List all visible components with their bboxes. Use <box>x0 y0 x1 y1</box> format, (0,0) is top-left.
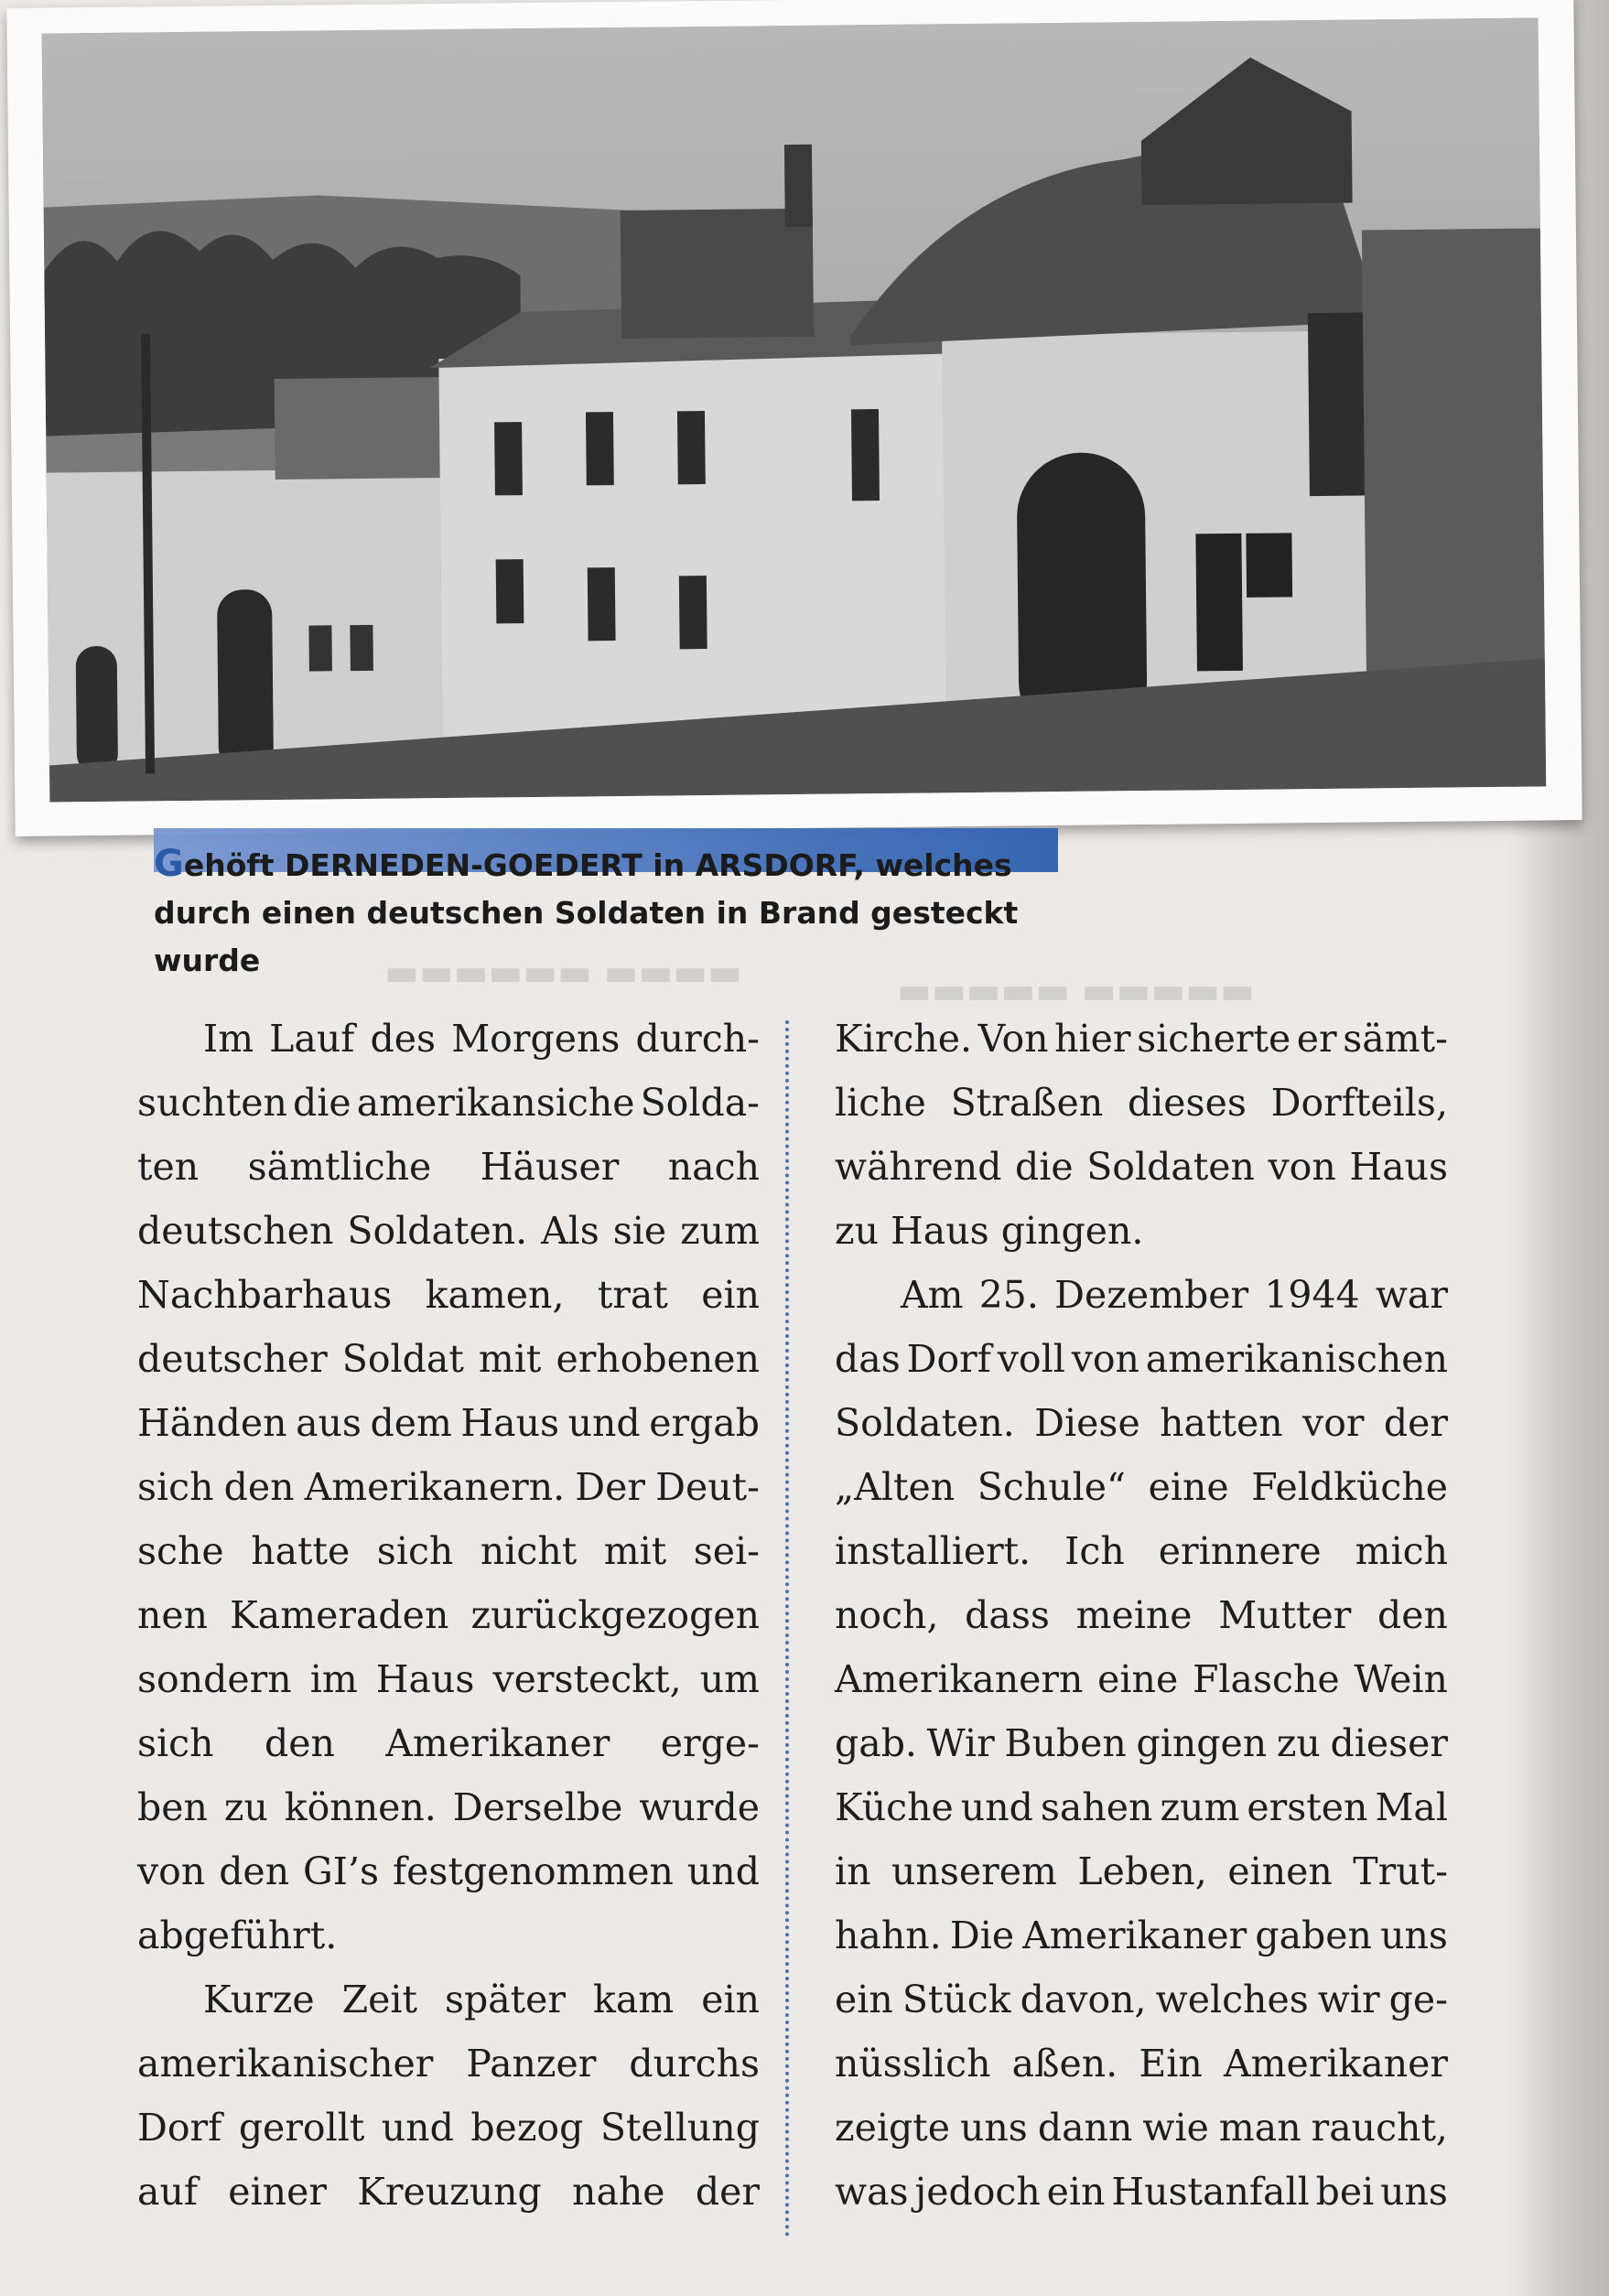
word: das <box>835 1337 901 1381</box>
word: zum <box>1160 1785 1240 1829</box>
word: Lauf <box>269 1017 355 1061</box>
word: nicht <box>480 1529 578 1573</box>
word: durch- <box>635 1017 760 1061</box>
text-line <box>137 1583 760 1647</box>
word: hier <box>1054 1017 1131 1061</box>
word: erinnere <box>1158 1529 1322 1573</box>
word: uns <box>1380 2170 1448 2214</box>
word: sahen <box>1040 1785 1153 1829</box>
word: und <box>381 2106 454 2150</box>
text-line <box>835 1071 1448 1135</box>
word: Küche <box>835 1785 954 1829</box>
word: der <box>695 2170 760 2214</box>
word: festgenommen <box>392 1849 674 1893</box>
word: erge- <box>660 1721 760 1765</box>
word: Kurze <box>203 1978 315 2021</box>
word: bezog <box>470 2106 584 2150</box>
word: und <box>686 1849 760 1893</box>
word: zu <box>223 1785 268 1829</box>
text-line <box>137 1199 760 1263</box>
text-line <box>137 1647 760 1711</box>
text-line <box>137 1135 760 1199</box>
word: Dorfteils, <box>1270 1081 1448 1125</box>
word: amerikanischen <box>1145 1337 1448 1381</box>
word: kamen, <box>425 1273 565 1317</box>
word: von <box>137 1849 206 1893</box>
word: Derselbe <box>452 1785 623 1829</box>
text-line <box>835 1711 1448 1775</box>
word: Häuser <box>480 1145 620 1189</box>
word: Feldküche <box>1251 1465 1448 1509</box>
text-line <box>835 1647 1448 1711</box>
text-line <box>835 1967 1448 2032</box>
word: ergab <box>649 1401 760 1445</box>
word: sämt- <box>1343 1017 1448 1061</box>
text-line <box>137 1967 760 2032</box>
word: nahe <box>572 2170 665 2214</box>
word: während <box>835 1145 1002 1189</box>
word: aßen. <box>1011 2042 1118 2086</box>
word: ersten <box>1247 1785 1368 1829</box>
word: Panzer <box>466 2042 597 2086</box>
word: Am <box>901 1273 964 1317</box>
word: ge- <box>1388 1978 1448 2021</box>
word: gaben <box>1255 1913 1372 1957</box>
word: Amerikanern. <box>304 1465 566 1509</box>
word: durchs <box>629 2042 760 2086</box>
word: zeigte <box>835 2106 950 2150</box>
word: dieser <box>1330 1721 1448 1765</box>
text-line <box>137 2160 760 2224</box>
word: Als <box>541 1209 599 1253</box>
word: erhobenen <box>556 1337 760 1381</box>
text-line <box>835 1455 1448 1519</box>
word: dieses <box>1127 1081 1247 1125</box>
word: Deut- <box>655 1465 760 1509</box>
text-line <box>137 1775 760 1839</box>
word: Trut- <box>1353 1849 1448 1893</box>
text-line <box>835 1839 1448 1903</box>
word: installiert. <box>835 1529 1031 1573</box>
word: dem <box>370 1401 452 1445</box>
word: gab. <box>835 1721 917 1765</box>
text-line <box>835 1583 1448 1647</box>
word: Kirche. <box>835 1017 973 1061</box>
word: versteckt, <box>492 1657 682 1701</box>
word: die <box>293 1081 351 1125</box>
text-line <box>835 1263 1448 1327</box>
word: abgeführt. <box>137 1913 338 1957</box>
word: sicherte <box>1137 1017 1291 1061</box>
word: Mutter <box>1218 1593 1352 1637</box>
text-line <box>835 1007 1448 1071</box>
word: voll <box>997 1337 1065 1381</box>
word: Amerikanern <box>835 1657 1084 1701</box>
word: Haus <box>460 1401 560 1445</box>
word: ein <box>1046 2170 1106 2214</box>
word: mit <box>603 1529 667 1573</box>
word: Buben <box>1004 1721 1127 1765</box>
word: nach <box>667 1145 760 1189</box>
text-line <box>835 1135 1448 1199</box>
text-line <box>835 1199 1448 1263</box>
right-text-column <box>835 1007 1448 2224</box>
word: trat <box>597 1273 668 1317</box>
word: dann <box>1037 2106 1133 2150</box>
word: Haus <box>375 1657 475 1701</box>
word: Soldaten. <box>347 1209 528 1253</box>
word: meine <box>1075 1593 1193 1637</box>
word: ein <box>835 1978 893 2021</box>
left-text-column <box>137 1007 760 2224</box>
word: Soldat <box>341 1337 464 1381</box>
word: der <box>1383 1401 1448 1445</box>
word: deutscher <box>137 1337 328 1381</box>
word: den <box>223 1465 295 1509</box>
bleed-through-text: ▬▬▬▬ ▬▬▬▬▬▬ <box>384 952 742 994</box>
word: Ein <box>1139 2042 1203 2086</box>
word: sei- <box>693 1529 760 1573</box>
word: mich <box>1355 1529 1448 1573</box>
word: sich <box>376 1529 454 1573</box>
word: Schule“ <box>977 1465 1126 1509</box>
photo-caption <box>154 840 1069 985</box>
word: Die <box>949 1913 1015 1957</box>
word: Mal <box>1375 1785 1448 1829</box>
caption-line-1 <box>154 840 1069 889</box>
word: Morgens <box>451 1017 621 1061</box>
word: raucht, <box>1311 2106 1448 2150</box>
word: GI’s <box>303 1849 380 1893</box>
word: gingen <box>1136 1721 1268 1765</box>
word: wurde <box>639 1785 760 1829</box>
word: noch, <box>835 1593 939 1637</box>
text-line <box>137 1903 760 1967</box>
word: bei <box>1315 2170 1375 2214</box>
word: Händen <box>137 1401 287 1445</box>
word: Soldaten <box>1086 1145 1255 1189</box>
text-line <box>835 1903 1448 1967</box>
word: nüsslich <box>835 2042 991 2086</box>
text-line <box>835 2160 1448 2224</box>
word: Diese <box>1034 1401 1140 1445</box>
word: ben <box>137 1785 208 1829</box>
word: 1944 <box>1264 1273 1360 1317</box>
word: „Alten <box>835 1465 956 1509</box>
word: gingen. <box>1000 1209 1144 1253</box>
word: liche <box>835 1081 926 1125</box>
text-line <box>835 1519 1448 1583</box>
word: den <box>264 1721 335 1765</box>
word: Amerikaner <box>1223 2042 1448 2086</box>
word: können. <box>284 1785 437 1829</box>
text-line <box>835 1775 1448 1839</box>
word: jedoch <box>914 2170 1041 2214</box>
word: Nachbarhaus <box>137 1273 393 1317</box>
text-line <box>137 1391 760 1455</box>
word: um <box>699 1657 760 1701</box>
word: Kameraden <box>230 1593 449 1637</box>
word: in <box>835 1849 871 1893</box>
word: deutschen <box>137 1209 334 1253</box>
word: sche <box>137 1529 224 1573</box>
word: er <box>1296 1017 1337 1061</box>
word: sämtliche <box>247 1145 432 1189</box>
word: Straßen <box>950 1081 1104 1125</box>
word: amerikansiche <box>356 1081 635 1125</box>
word: eine <box>1097 1657 1179 1701</box>
farmhouse-photo <box>42 17 1547 802</box>
word: auf <box>137 2170 199 2214</box>
text-line <box>137 1839 760 1903</box>
word: uns <box>959 2106 1028 2150</box>
word: einen <box>1227 1849 1333 1893</box>
word: wie <box>1142 2106 1209 2150</box>
word: suchten <box>137 1081 287 1125</box>
word: und <box>960 1785 1033 1829</box>
word: ein <box>701 1273 760 1317</box>
word: 25. <box>978 1273 1039 1317</box>
text-line <box>137 1455 760 1519</box>
word: sich <box>137 1465 214 1509</box>
word: ten <box>137 1145 200 1189</box>
word: amerikanischer <box>137 2042 434 2086</box>
word: war <box>1375 1273 1448 1317</box>
word: Dorf <box>137 2106 222 2150</box>
word: Kreuzung <box>357 2170 542 2214</box>
word: Haus <box>891 1209 1001 1253</box>
text-line <box>835 1391 1448 1455</box>
word: was <box>835 2170 909 2214</box>
word: mit <box>478 1337 542 1381</box>
word: Zeit <box>341 1978 417 2021</box>
word: zum <box>680 1209 760 1253</box>
word: Hustanfall <box>1111 2170 1310 2214</box>
word: zu <box>1276 1721 1321 1765</box>
word: sie <box>612 1209 667 1253</box>
photo-frame <box>6 0 1582 836</box>
word: Leben, <box>1077 1849 1207 1893</box>
word: unserem <box>891 1849 1057 1893</box>
caption-line-1-text: ehöft DERNEDEN-GOEDERT in ARSDORF, welches <box>183 847 1012 883</box>
text-line <box>137 1007 760 1071</box>
word: hatte <box>251 1529 351 1573</box>
word: dass <box>965 1593 1050 1637</box>
text-line <box>137 1263 760 1327</box>
text-line <box>137 1711 760 1775</box>
text-line <box>835 2032 1448 2096</box>
word: Wein <box>1354 1657 1448 1701</box>
word: gerollt <box>238 2106 365 2150</box>
word: von <box>1071 1337 1139 1381</box>
word: Soldaten. <box>835 1401 1015 1445</box>
word: Der <box>575 1465 645 1509</box>
word: Amerikaner <box>1022 1913 1247 1957</box>
word: ein <box>701 1978 760 2021</box>
text-line <box>137 1071 760 1135</box>
word: Im <box>203 1017 254 1061</box>
caption-line-2: durch einen deutschen Soldaten in Brand gesteckt wurde <box>154 895 1019 978</box>
word: Wir <box>926 1721 995 1765</box>
word: Dezember <box>1054 1273 1249 1317</box>
word: später <box>444 1978 567 2021</box>
word: aus <box>296 1401 362 1445</box>
word: Haus <box>1349 1145 1448 1189</box>
word: sich <box>137 1721 214 1765</box>
word: kam <box>593 1978 675 2021</box>
word: sondern <box>137 1657 292 1701</box>
word: den <box>1377 1593 1448 1637</box>
word: Solda- <box>640 1081 760 1125</box>
word: die <box>1015 1145 1074 1189</box>
bleed-through-text: ▬▬▬▬▬ ▬▬▬▬▬ <box>897 970 1255 1012</box>
word: Dorf <box>906 1337 991 1381</box>
word: davon, <box>1020 1978 1147 2021</box>
word: einer <box>228 2170 327 2214</box>
text-line <box>137 1519 760 1583</box>
word: Flasche <box>1192 1657 1340 1701</box>
text-line <box>137 2032 760 2096</box>
word: des <box>370 1017 437 1061</box>
text-line <box>137 1327 760 1391</box>
word: Stück <box>902 1978 1011 2021</box>
word: Von <box>977 1017 1049 1061</box>
word: eine <box>1148 1465 1229 1509</box>
word: den <box>219 1849 290 1893</box>
word: wir <box>1317 1978 1380 2021</box>
word: im <box>309 1657 358 1701</box>
caption-initial: G <box>154 843 184 885</box>
text-line <box>835 1327 1448 1391</box>
word: nen <box>137 1593 209 1637</box>
word: welches <box>1155 1978 1309 2021</box>
word: zu <box>835 1209 891 1253</box>
column-divider <box>785 1020 789 2237</box>
text-line <box>835 2096 1448 2160</box>
word: hahn. <box>835 1913 942 1957</box>
word: vor <box>1302 1401 1365 1445</box>
word: Ich <box>1064 1529 1125 1573</box>
word: zurückgezogen <box>470 1593 760 1637</box>
word: von <box>1268 1145 1336 1189</box>
word: hatten <box>1160 1401 1283 1445</box>
word: und <box>567 1401 641 1445</box>
word: Amerikaner <box>385 1721 610 1765</box>
text-line <box>137 2096 760 2160</box>
word: man <box>1218 2106 1301 2150</box>
word: uns <box>1380 1913 1448 1957</box>
word: Stellung <box>599 2106 760 2150</box>
